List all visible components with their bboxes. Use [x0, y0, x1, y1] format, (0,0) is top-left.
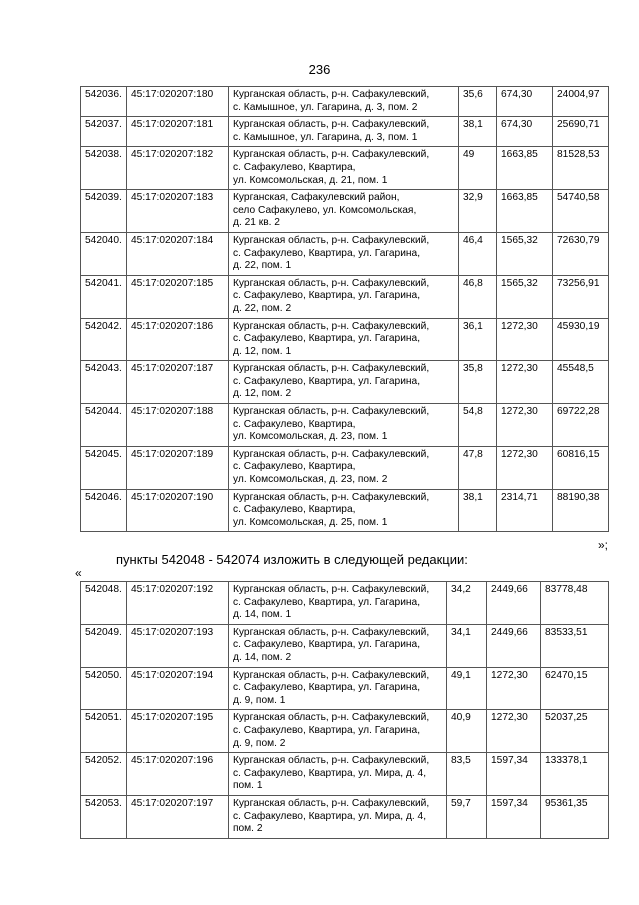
cadastral-number-cell: 45:17:020207:187	[127, 361, 229, 404]
rate-cell: 1565,32	[497, 232, 553, 275]
row-number-cell: 542045.	[81, 446, 127, 489]
rate-cell: 1663,85	[497, 190, 553, 233]
rate-cell: 1597,34	[487, 795, 541, 838]
cadastral-number-cell: 45:17:020207:190	[127, 489, 229, 532]
address-cell: Курганская область, р-н. Сафакулевский, с. Сафакулево, Квартира, ул. Гагарина, д. 14, пом. 1	[229, 582, 447, 625]
table-row	[81, 87, 609, 117]
area-cell: 36,1	[459, 318, 497, 361]
address-cell: Курганская, Сафакулевский район, село Сафакулево, ул. Комсомольская, д. 21 кв. 2	[229, 190, 459, 233]
cadastral-number-cell: 45:17:020207:185	[127, 275, 229, 318]
rate-cell: 1565,32	[497, 275, 553, 318]
table-row	[81, 489, 609, 532]
row-number-cell: 542050.	[81, 667, 127, 710]
table-row	[81, 582, 609, 625]
address-cell: Курганская область, р-н. Сафакулевский, с. Сафакулево, Квартира, ул. Мира, д. 4, пом. 2	[229, 795, 447, 838]
rate-cell: 1272,30	[497, 404, 553, 447]
row-number-cell: 542049.	[81, 624, 127, 667]
address-cell: Курганская область, р-н. Сафакулевский, с. Сафакулево, Квартира, ул. Гагарина, д. 12, пом. 2	[229, 361, 459, 404]
row-number-cell: 542043.	[81, 361, 127, 404]
rate-cell: 2314,71	[497, 489, 553, 532]
cadastral-value-cell: 133378,1	[541, 753, 609, 796]
address-cell: Курганская область, р-н. Сафакулевский, с. Сафакулево, Квартира, ул. Гагарина, д. 22, пом. 2	[229, 275, 459, 318]
row-number-cell: 542040.	[81, 232, 127, 275]
address-cell: Курганская область, р-н. Сафакулевский, с. Сафакулево, Квартира, ул. Гагарина, д. 12, пом. 1	[229, 318, 459, 361]
address-cell: Курганская область, р-н. Сафакулевский, с. Сафакулево, Квартира, ул. Гагарина, д. 9, пом. 1	[229, 667, 447, 710]
property-table-2	[80, 581, 609, 839]
address-cell: Курганская область, р-н. Сафакулевский, с. Сафакулево, Квартира, ул. Мира, д. 4, пом. 1	[229, 753, 447, 796]
table-row	[81, 190, 609, 233]
cadastral-number-cell: 45:17:020207:189	[127, 446, 229, 489]
cadastral-value-cell: 95361,35	[541, 795, 609, 838]
opening-quote: «	[75, 566, 82, 580]
area-cell: 34,1	[447, 624, 487, 667]
area-cell: 47,8	[459, 446, 497, 489]
table-row	[81, 624, 609, 667]
page-number: 236	[308, 62, 331, 77]
table-row	[81, 361, 609, 404]
cadastral-number-cell: 45:17:020207:192	[127, 582, 229, 625]
cadastral-number-cell: 45:17:020207:182	[127, 147, 229, 190]
cadastral-number-cell: 45:17:020207:180	[127, 87, 229, 117]
row-number-cell: 542038.	[81, 147, 127, 190]
table-row	[81, 117, 609, 147]
rate-cell: 674,30	[497, 87, 553, 117]
address-cell: Курганская область, р-н. Сафакулевский, с. Сафакулево, Квартира, ул. Комсомольская, д. 23, пом. 1	[229, 404, 459, 447]
table-row	[81, 667, 609, 710]
rate-cell: 1597,34	[487, 753, 541, 796]
area-cell: 83,5	[447, 753, 487, 796]
rate-cell: 1272,30	[497, 361, 553, 404]
cadastral-value-cell: 52037,25	[541, 710, 609, 753]
cadastral-value-cell: 62470,15	[541, 667, 609, 710]
table-row	[81, 275, 609, 318]
cadastral-number-cell: 45:17:020207:186	[127, 318, 229, 361]
cadastral-number-cell: 45:17:020207:197	[127, 795, 229, 838]
area-cell: 35,6	[459, 87, 497, 117]
table-row	[81, 710, 609, 753]
area-cell: 54,8	[459, 404, 497, 447]
table-row	[81, 318, 609, 361]
address-cell: Курганская область, р-н. Сафакулевский, с. Сафакулево, Квартира, ул. Гагарина, д. 22, пом. 1	[229, 232, 459, 275]
row-number-cell: 542051.	[81, 710, 127, 753]
rate-cell: 2449,66	[487, 582, 541, 625]
table-row	[81, 446, 609, 489]
rate-cell: 1272,30	[487, 667, 541, 710]
area-cell: 46,4	[459, 232, 497, 275]
area-cell: 35,8	[459, 361, 497, 404]
address-cell: Курганская область, р-н. Сафакулевский, с. Сафакулево, Квартира, ул. Гагарина, д. 9, пом. 2	[229, 710, 447, 753]
cadastral-number-cell: 45:17:020207:183	[127, 190, 229, 233]
cadastral-value-cell: 69722,28	[553, 404, 609, 447]
row-number-cell: 542046.	[81, 489, 127, 532]
row-number-cell: 542042.	[81, 318, 127, 361]
area-cell: 34,2	[447, 582, 487, 625]
cadastral-number-cell: 45:17:020207:196	[127, 753, 229, 796]
area-cell: 38,1	[459, 117, 497, 147]
row-number-cell: 542039.	[81, 190, 127, 233]
area-cell: 32,9	[459, 190, 497, 233]
area-cell: 46,8	[459, 275, 497, 318]
cadastral-value-cell: 88190,38	[553, 489, 609, 532]
table-row	[81, 753, 609, 796]
amendment-instruction: пункты 542048 - 542074 изложить в следующей редакции:	[116, 552, 468, 567]
cadastral-value-cell: 25690,71	[553, 117, 609, 147]
cadastral-value-cell: 83533,51	[541, 624, 609, 667]
rate-cell: 2449,66	[487, 624, 541, 667]
row-number-cell: 542044.	[81, 404, 127, 447]
row-number-cell: 542052.	[81, 753, 127, 796]
cadastral-value-cell: 73256,91	[553, 275, 609, 318]
cadastral-number-cell: 45:17:020207:195	[127, 710, 229, 753]
cadastral-value-cell: 24004,97	[553, 87, 609, 117]
row-number-cell: 542048.	[81, 582, 127, 625]
rate-cell: 1272,30	[497, 446, 553, 489]
area-cell: 38,1	[459, 489, 497, 532]
row-number-cell: 542053.	[81, 795, 127, 838]
row-number-cell: 542037.	[81, 117, 127, 147]
cadastral-number-cell: 45:17:020207:181	[127, 117, 229, 147]
address-cell: Курганская область, р-н. Сафакулевский, с. Сафакулево, Квартира, ул. Комсомольская, д. 21, пом. 1	[229, 147, 459, 190]
address-cell: Курганская область, р-н. Сафакулевский, с. Сафакулево, Квартира, ул. Комсомольская, д. 23, пом. 2	[229, 446, 459, 489]
rate-cell: 674,30	[497, 117, 553, 147]
address-cell: Курганская область, р-н. Сафакулевский, с. Камышное, ул. Гагарина, д. 3, пом. 2	[229, 87, 459, 117]
area-cell: 40,9	[447, 710, 487, 753]
rate-cell: 1663,85	[497, 147, 553, 190]
address-cell: Курганская область, р-н. Сафакулевский, с. Сафакулево, Квартира, ул. Гагарина, д. 14, пом. 2	[229, 624, 447, 667]
table-row	[81, 147, 609, 190]
cadastral-value-cell: 45548,5	[553, 361, 609, 404]
row-number-cell: 542041.	[81, 275, 127, 318]
property-table-1	[80, 86, 609, 532]
cadastral-number-cell: 45:17:020207:194	[127, 667, 229, 710]
address-cell: Курганская область, р-н. Сафакулевский, с. Камышное, ул. Гагарина, д. 3, пом. 1	[229, 117, 459, 147]
table-row	[81, 795, 609, 838]
rate-cell: 1272,30	[487, 710, 541, 753]
rate-cell: 1272,30	[497, 318, 553, 361]
cadastral-value-cell: 60816,15	[553, 446, 609, 489]
cadastral-number-cell: 45:17:020207:188	[127, 404, 229, 447]
closing-quote: »;	[597, 538, 608, 552]
address-cell: Курганская область, р-н. Сафакулевский, с. Сафакулево, Квартира, ул. Комсомольская, д. 25, пом. 1	[229, 489, 459, 532]
cadastral-value-cell: 54740,58	[553, 190, 609, 233]
cadastral-number-cell: 45:17:020207:184	[127, 232, 229, 275]
table-row	[81, 232, 609, 275]
cadastral-value-cell: 81528,53	[553, 147, 609, 190]
cadastral-value-cell: 72630,79	[553, 232, 609, 275]
area-cell: 49,1	[447, 667, 487, 710]
area-cell: 49	[459, 147, 497, 190]
area-cell: 59,7	[447, 795, 487, 838]
cadastral-value-cell: 83778,48	[541, 582, 609, 625]
table-row	[81, 404, 609, 447]
row-number-cell: 542036.	[81, 87, 127, 117]
cadastral-value-cell: 45930,19	[553, 318, 609, 361]
cadastral-number-cell: 45:17:020207:193	[127, 624, 229, 667]
